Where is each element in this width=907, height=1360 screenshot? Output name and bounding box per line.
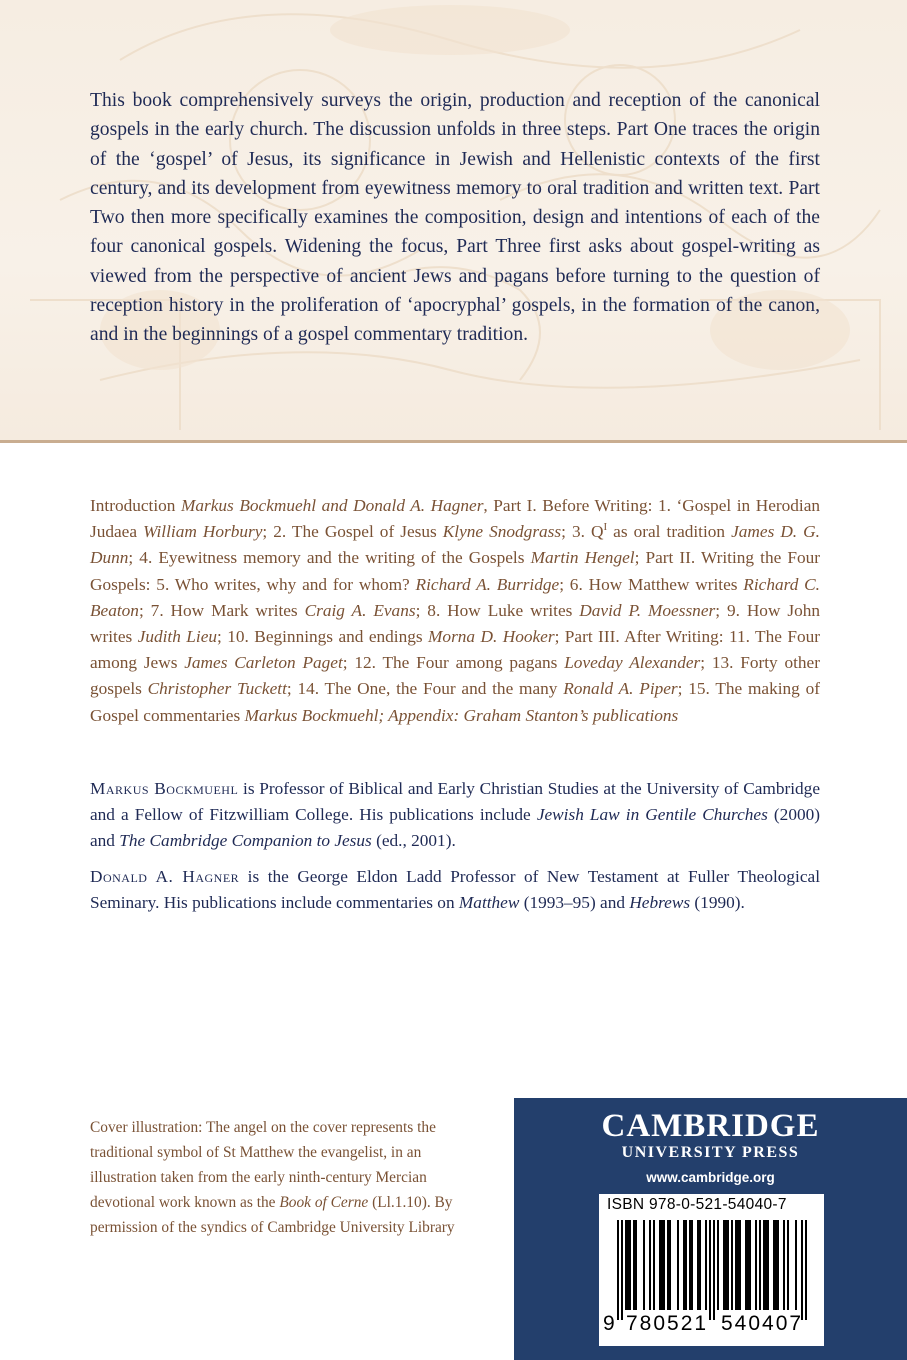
credit-text: Cover illustration: The angel on the cover represents the traditional symbol of St Matthew the evangelist, in an illustration taken from the early ninth-century Mercian devotional work known as the bbox=[90, 1119, 436, 1211]
contributor-name: Craig A. Evans bbox=[304, 600, 416, 620]
contents-text: ; 2. The Gospel of Jesus bbox=[262, 522, 443, 542]
barcode-bar bbox=[787, 1220, 789, 1310]
barcode-bar bbox=[737, 1220, 739, 1310]
contributor-name: Martin Hengel bbox=[530, 548, 635, 568]
bio-text: (ed., 2001). bbox=[371, 831, 456, 851]
book-title: Matthew bbox=[458, 893, 520, 913]
contributor-name: Klyne Snodgrass bbox=[442, 522, 562, 542]
contents-text: ; Part II. Writing the Four Gospels: 5. Who writes, why and for whom? bbox=[90, 548, 820, 594]
contributor-name: Christopher Tuckett bbox=[147, 679, 287, 699]
book-title: Hebrews bbox=[629, 893, 691, 913]
barcode-bar bbox=[683, 1220, 685, 1310]
barcode-bar bbox=[755, 1220, 757, 1310]
book-title: The Cambridge Companion to Jesus bbox=[119, 831, 372, 851]
publisher-name-line1: CAMBRIDGE bbox=[601, 1108, 820, 1144]
book-title: Jewish Law in Gentile Churches bbox=[536, 805, 768, 825]
barcode-bar bbox=[773, 1220, 775, 1310]
contents-text: ; 13. Forty other gospels bbox=[90, 653, 820, 699]
contents-text: ; 6. How Matthew writes bbox=[559, 574, 744, 594]
contributor-name: James Carleton Paget bbox=[184, 653, 343, 673]
bio-text: (1993–95) and bbox=[519, 893, 630, 913]
barcode-bar bbox=[765, 1220, 767, 1310]
author-name: Markus Bockmuehl bbox=[90, 779, 239, 798]
contents-text: ; 10. Beginnings and endings bbox=[217, 627, 429, 647]
barcode-bar bbox=[653, 1220, 655, 1310]
barcode-bar bbox=[759, 1220, 761, 1310]
barcode-bar bbox=[635, 1220, 637, 1310]
barcode-bar bbox=[697, 1220, 699, 1310]
barcode-bar bbox=[689, 1220, 691, 1310]
barcode-bar bbox=[805, 1220, 807, 1320]
barcode-bar bbox=[777, 1220, 779, 1310]
isbn-text: ISBN 978-0-521-54040-7 bbox=[607, 1196, 787, 1213]
contributor-name: Morna D. Hooker bbox=[428, 627, 555, 647]
barcode-bar bbox=[763, 1220, 765, 1310]
superscript: I bbox=[603, 521, 608, 534]
barcode-bar bbox=[629, 1220, 631, 1310]
barcode-bar bbox=[725, 1220, 727, 1310]
barcode-bar bbox=[783, 1220, 785, 1310]
barcode-bar bbox=[749, 1220, 751, 1310]
credit-text: (Ll.1.10). By permission of the syndics of Cambridge University Library bbox=[90, 1194, 455, 1236]
barcode-bar bbox=[625, 1220, 627, 1310]
contributor-name: David P. Moessner bbox=[579, 600, 716, 620]
barcode-bar bbox=[713, 1220, 715, 1320]
barcode-bar bbox=[795, 1220, 797, 1310]
contents-text: ; 3. Q bbox=[561, 522, 604, 542]
bio-text: is Professor of Biblical and Early Christian Studies at the University of Cambridge and a Fellow of Fitzwilliam College. His publications include bbox=[90, 779, 820, 825]
contents-text: ; 12. The Four among pagans bbox=[342, 653, 565, 673]
publisher-logo bbox=[514, 1108, 907, 1162]
contents-text: ; 8. How Luke writes bbox=[415, 600, 580, 620]
barcode-bar bbox=[699, 1220, 701, 1310]
table-of-contents bbox=[90, 493, 820, 729]
barcode-bar bbox=[775, 1220, 777, 1310]
author-bio-hagner bbox=[90, 864, 820, 916]
contributor-name: James D. G. Dunn bbox=[90, 522, 820, 568]
barcode-digit-group-right: 540407 bbox=[721, 1312, 804, 1335]
publisher-panel bbox=[514, 1098, 907, 1360]
contributor-name: Loveday Alexander bbox=[564, 653, 701, 673]
barcode-bar bbox=[621, 1220, 623, 1320]
contributor-name: William Horbury bbox=[143, 522, 263, 542]
cover-illustration-credit bbox=[90, 1115, 460, 1240]
barcode-bar bbox=[617, 1220, 619, 1320]
contributor-name: Markus Bockmuehl; Appendix: Graham Stanton’s publications bbox=[244, 705, 679, 725]
barcode-bar bbox=[723, 1220, 725, 1310]
barcode-bar bbox=[669, 1220, 671, 1310]
barcode-bar bbox=[731, 1220, 733, 1310]
barcode-bar bbox=[705, 1220, 707, 1310]
contents-text: , Part I. Before Writing: 1. ‘Gospel in Herodian Judaea bbox=[90, 496, 821, 542]
contributor-name: Richard C. Beaton bbox=[90, 574, 820, 620]
contributor-name: Richard A. Burridge bbox=[415, 574, 560, 594]
book-description: This book comprehensively surveys the origin, production and reception of the canonical gospels in the early church. The discussion unfolds in three steps. Part One traces the origin of the ‘gospel’ of Jesus, its significance in Jewish and Hellenistic contexts of the first century, and its development from eyewitness memory to oral tradition and written text. Part Two then more specifically examines the composition, design and intentions of each of the four canonical gospels. Widening the focus, Part Three first asks about gospel-writing as viewed from the perspective of ancient Jews and pagans before turning to the question of reception history in the proliferation of ‘apocryphal’ gospels, in the formation of the canon, and in the beginnings of a gospel commentary tradition. bbox=[90, 90, 820, 346]
barcode-bar bbox=[663, 1220, 665, 1310]
barcode-bar bbox=[659, 1220, 661, 1310]
barcode-bar bbox=[691, 1220, 693, 1310]
barcode-bar bbox=[661, 1220, 663, 1310]
contents-text: ; Part III. After Writing: 11. The Four among Jews bbox=[90, 627, 821, 673]
bio-text: (1990). bbox=[690, 893, 745, 913]
book-title: Book of Cerne bbox=[279, 1194, 369, 1211]
barcode-bar bbox=[685, 1220, 687, 1310]
barcode-digit-group-left: 780521 bbox=[626, 1312, 709, 1335]
contents-text: ; 14. The One, the Four and the many bbox=[286, 679, 564, 699]
barcode-bar bbox=[745, 1220, 747, 1310]
bio-text: is the George Eldon Ladd Professor of New Testament at Fuller Theological Seminary. His publications include commentaries on bbox=[90, 867, 820, 913]
barcode-bar bbox=[667, 1220, 669, 1310]
barcode-bar bbox=[677, 1220, 679, 1310]
contents-text: as oral tradition bbox=[607, 522, 732, 542]
contents-text: ; 7. How Mark writes bbox=[138, 600, 305, 620]
bio-text: (2000) and bbox=[90, 805, 820, 851]
publisher-url: www.cambridge.org bbox=[646, 1170, 775, 1185]
barcode-bar bbox=[767, 1220, 769, 1310]
author-bio-bockmuehl bbox=[90, 776, 820, 855]
barcode-digits bbox=[599, 1312, 824, 1342]
barcode-label bbox=[599, 1194, 824, 1346]
barcode-bar bbox=[717, 1220, 719, 1310]
barcode-bar bbox=[801, 1220, 803, 1320]
author-name: Donald A. Hagner bbox=[90, 867, 240, 886]
barcode-bar bbox=[727, 1220, 729, 1310]
barcode-bar bbox=[709, 1220, 711, 1320]
contributor-name: Markus Bockmuehl and Donald A. Hagner bbox=[180, 496, 484, 515]
contributor-name: Ronald A. Piper bbox=[563, 679, 678, 699]
barcode-bar bbox=[735, 1220, 737, 1310]
publisher-name-line2: UNIVERSITY PRESS bbox=[621, 1144, 800, 1161]
divider-line bbox=[0, 440, 907, 443]
barcode-bar bbox=[627, 1220, 629, 1310]
contents-text: ; 9. How John writes bbox=[90, 600, 820, 647]
contents-text: Introduction bbox=[90, 496, 181, 515]
barcode-bar bbox=[649, 1220, 651, 1310]
contents-text: ; 4. Eyewitness memory and the writing of the Gospels bbox=[128, 548, 531, 568]
barcode-bar bbox=[643, 1220, 645, 1310]
contents-text: ; 15. The making of Gospel commentaries bbox=[90, 679, 820, 725]
barcode-digit-lead: 9 bbox=[603, 1312, 615, 1335]
barcode-bar bbox=[739, 1220, 741, 1310]
barcode-bar bbox=[633, 1220, 635, 1310]
barcode-bar bbox=[747, 1220, 749, 1310]
contributor-name: Judith Lieu bbox=[137, 627, 218, 647]
